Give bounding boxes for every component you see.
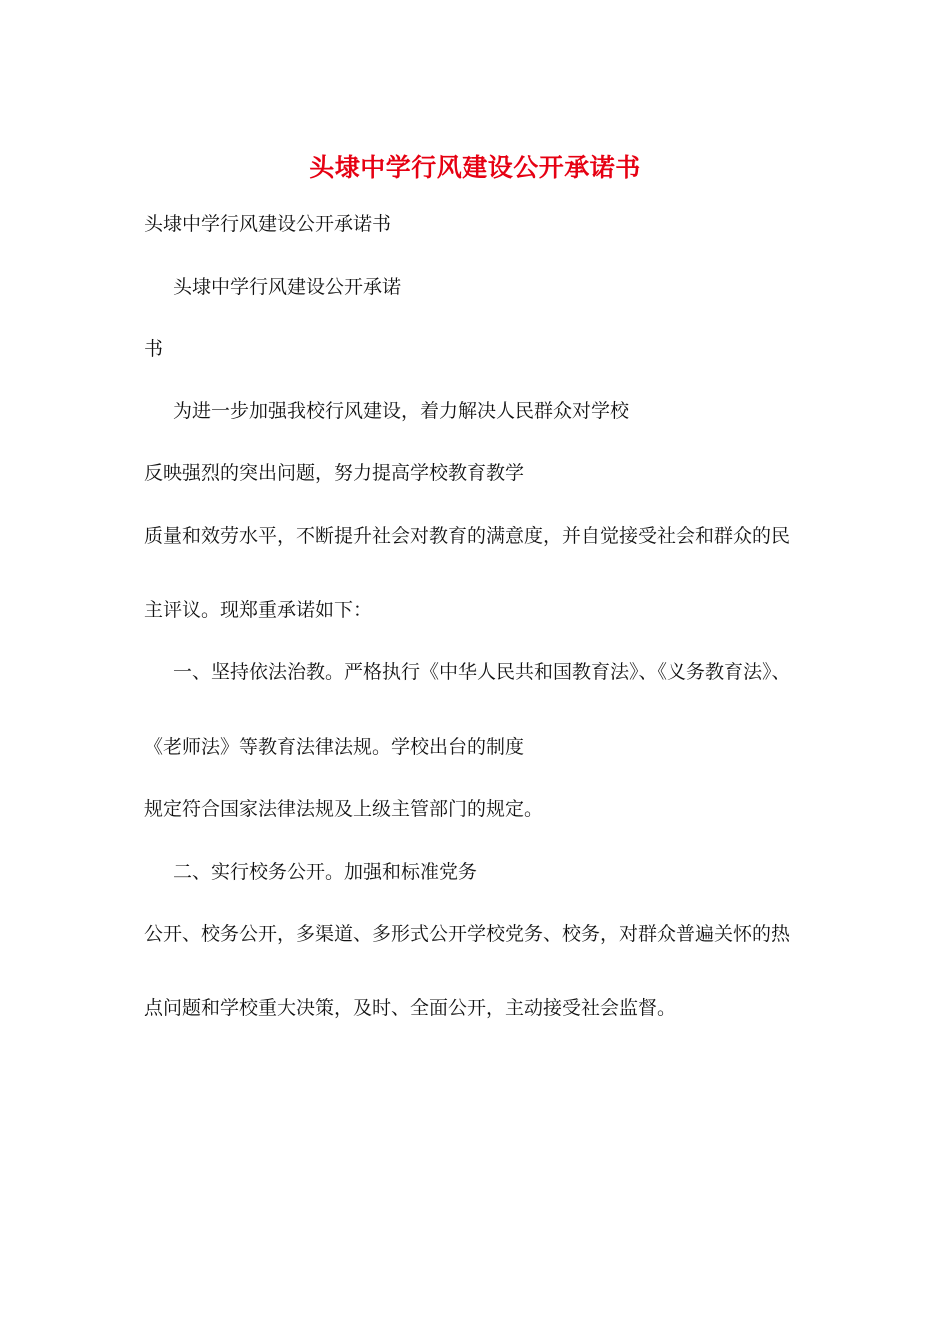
- paragraph-line: 《老师法》等教育法律法规。学校出台的制度: [144, 736, 525, 758]
- paragraph-line: 规定符合国家法律法规及上级主管部门的规定。: [144, 798, 544, 820]
- paragraph-line: 为进一步加强我校行风建设，着力解决人民群众对学校: [173, 400, 630, 422]
- paragraph-line: 点问题和学校重大决策，及时、全面公开，主动接受社会监督。: [144, 997, 677, 1019]
- paragraph-line: 反映强烈的突出问题，努力提高学校教育教学: [144, 462, 525, 484]
- paragraph-line: 头埭中学行风建设公开承诺: [173, 276, 402, 298]
- document-title: 头埭中学行风建设公开承诺书: [309, 153, 641, 182]
- paragraph-line: 主评议。现郑重承诺如下：: [144, 599, 373, 621]
- paragraph-line: 头埭中学行风建设公开承诺书: [144, 213, 392, 235]
- paragraph-line: 书: [144, 338, 164, 360]
- paragraph-line: 公开、校务公开，多渠道、多形式公开学校党务、校务，对群众普遍关怀的热: [144, 923, 791, 945]
- paragraph-line: 质量和效劳水平，不断提升社会对教育的满意度，并自觉接受社会和群众的民: [144, 525, 791, 547]
- paragraph-line: 一、坚持依法治教。严格执行《中华人民共和国教育法》、《义务教育法》、: [173, 661, 791, 683]
- paragraph-line: 二、实行校务公开。加强和标准党务: [173, 861, 478, 883]
